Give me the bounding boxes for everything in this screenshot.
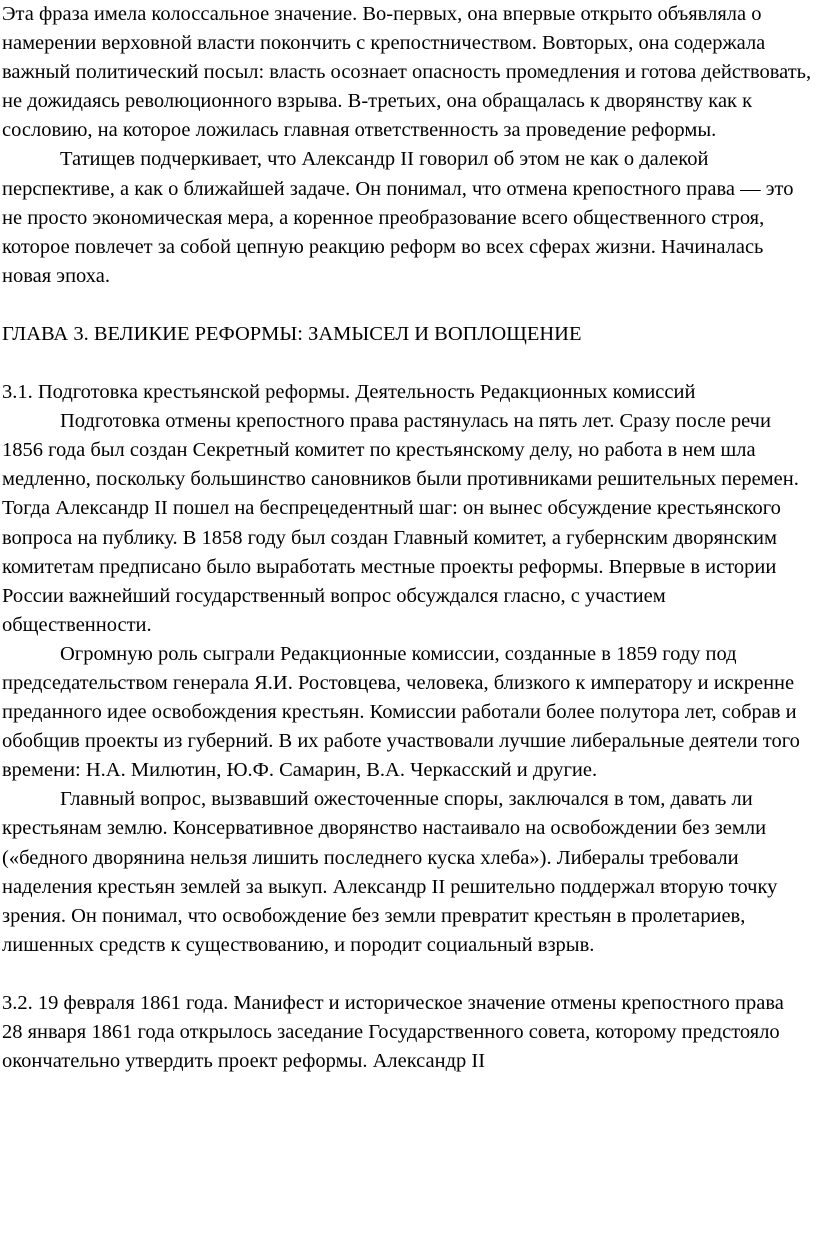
section-title: 3.1. Подготовка крестьянской реформы. Деятельность Редакционных комиссий <box>2 381 696 404</box>
chapter-title: ГЛАВА 3. ВЕЛИКИЕ РЕФОРМЫ: ЗАМЫСЕЛ И ВОПЛОЩЕНИЕ <box>2 322 582 345</box>
paragraph-intro: Эта фраза имела колоссальное значение. Во-первых, она впервые открыто объявляла о намерении верховной власти покончить с крепостничеством. Вовторых, она содержала важный политический посыл: власть осознает опасность промедления и готова действовать, не дожидаясь революционного взрыва. В-третьих, она обращалась к дворянству как к сословию, на которое ложилась главная ответственность за проведение реформы. <box>2 3 812 142</box>
document-page <box>2 0 814 1076</box>
spacer <box>2 349 814 378</box>
section-paragraph: Подготовка отмены крепостного права растянулась на пять лет. Сразу после речи 1856 года был создан Секретный комитет по крестьянскому делу, но работа в нем шла медленно, поскольку большинство сановников были противниками решительных перемен. Тогда Александр II пошел на беспрецедентный шаг: он вынес обсуждение крестьянского вопроса на публику. В 1858 году был создан Главный комитет, а губернским дворянским комитетам предписано было выработать местные проекты реформы. Впервые в истории России важнейший государственный вопрос обсуждался гласно, с участием общественности. <box>2 410 799 636</box>
spacer <box>2 291 814 320</box>
section-paragraph: Огромную роль сыграли Редакционные комиссии, созданные в 1859 году под председательством генерала Я.И. Ростовцева, человека, близкого к императору и искренне преданного идее освобождения крестьян. Комиссии работали более полутора лет, собрав и обобщив проекты из губерний. В их работе участвовали лучшие либеральные деятели того времени: Н.А. Милютин, Ю.Ф. Самарин, В.А. Черкасский и другие. <box>2 642 800 782</box>
spacer <box>2 960 814 989</box>
section-paragraph: 28 января 1861 года открылось заседание Государственного совета, которому предстояло окончательно утвердить проект реформы. Александр II <box>2 1021 780 1073</box>
section-paragraph: Главный вопрос, вызвавший ожесточенные споры, заключался в том, давать ли крестьянам землю. Консервативное дворянство настаивало на освобождении без земли («бедного дворянина нельзя лишить последнего куска хлеба»). Либералы требовали наделения крестьян землей за выкуп. Александр II решительно поддержал вторую точку зрения. Он понимал, что освобождение без земли превратит крестьян в пролетариев, лишенных средств к существованию, и породит социальный взрыв. <box>2 788 778 956</box>
paragraph-tatishchev: Татищев подчеркивает, что Александр II говорил об этом не как о далекой перспективе, а как о ближайшей задаче. Он понимал, что отмена крепостного права — это не просто экономическая мера, а коренное преобразование всего общественного строя, которое повлечет за собой цепную реакцию реформ во всех сферах жизни. Начиналась новая эпоха. <box>2 148 794 287</box>
section-title: 3.2. 19 февраля 1861 года. Манифест и историческое значение отмены крепостного права <box>2 991 784 1014</box>
